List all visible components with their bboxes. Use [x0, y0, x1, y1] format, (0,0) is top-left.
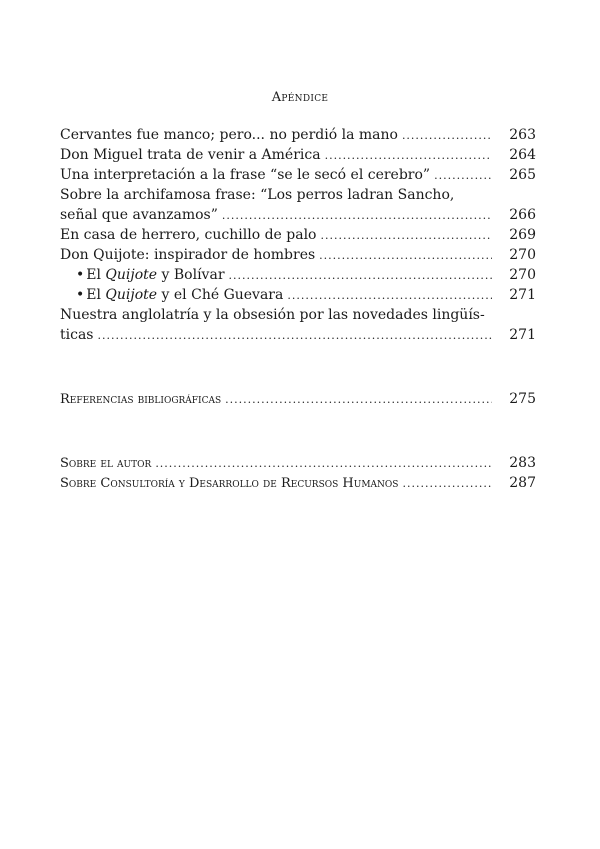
toc-entry-label-line1: Nuestra anglolatría y la obsesión por las novedades lingüís- [60, 307, 485, 323]
toc-entry-label: Sobre Consultoría y Desarrollo de Recursos Humanos [60, 476, 399, 491]
leader-dots [229, 266, 492, 286]
toc-page-number: 275 [509, 391, 536, 407]
spacer [60, 345, 536, 369]
toc-entry-label: Don Miguel trata de venir a América [60, 147, 321, 163]
toc-page-number: 271 [509, 287, 536, 303]
toc-entry-about-consultancy [60, 473, 536, 493]
toc-entry-label: Don Quijote: inspirador de hombres [60, 247, 316, 263]
toc-entry [60, 165, 536, 185]
toc-entry-label: Una interpretación a la frase “se le secó el cerebro” [60, 167, 431, 183]
label-italic-title: Quijote [105, 267, 158, 283]
toc-entry-references [60, 389, 536, 409]
toc-entry-label-line2: ticas [60, 327, 94, 343]
toc-page-number: 287 [509, 475, 536, 491]
leader-dots [225, 390, 492, 410]
bullet-icon: • [76, 287, 85, 303]
toc-entry [60, 205, 536, 225]
toc-page-number: 266 [509, 207, 536, 223]
label-suffix: y Bolívar [157, 267, 225, 283]
toc-page-number: 271 [509, 327, 536, 343]
label-prefix: El [86, 267, 106, 283]
toc-subentry [60, 285, 536, 305]
spacer [60, 369, 536, 389]
toc-entry-about-author [60, 453, 536, 473]
toc-entry-label-line2: señal que avanzamos” [60, 207, 218, 223]
spacer [60, 433, 536, 453]
toc-subentry [60, 265, 536, 285]
bullet-icon: • [76, 267, 85, 283]
toc-page-number: 270 [509, 247, 536, 263]
toc-entry [60, 245, 536, 265]
leader-dots [287, 286, 492, 306]
toc-entry [60, 225, 536, 245]
leader-dots [155, 454, 492, 474]
spacer [60, 409, 536, 433]
label-italic-title: Quijote [105, 287, 158, 303]
toc-page-number: 263 [509, 127, 536, 143]
leader-dots [320, 226, 492, 246]
section-title: Apéndice [271, 90, 329, 105]
toc-entry-label-line1: Sobre la archifamosa frase: “Los perros ladran Sancho, [60, 187, 455, 203]
toc-subentry-label [76, 265, 225, 285]
toc-entry-label: En casa de herrero, cuchillo de palo [60, 227, 317, 243]
leader-dots [402, 474, 492, 494]
toc-page-number: 269 [509, 227, 536, 243]
toc-page-number: 270 [509, 267, 536, 283]
leader-dots [434, 166, 492, 186]
table-of-contents [60, 125, 536, 493]
toc-page-number: 264 [509, 147, 536, 163]
leader-dots [222, 206, 492, 226]
toc-entry [60, 145, 536, 165]
toc-entry [60, 125, 536, 145]
label-suffix: y el Ché Guevara [157, 287, 284, 303]
leader-dots [325, 146, 492, 166]
leader-dots [97, 326, 492, 346]
toc-subentry-label [76, 285, 283, 305]
leader-dots [319, 246, 492, 266]
label-prefix: El [86, 287, 106, 303]
toc-page-number: 283 [509, 455, 536, 471]
toc-page-number: 265 [509, 167, 536, 183]
toc-entry [60, 325, 536, 345]
toc-entry-label: Sobre el autor [60, 456, 152, 471]
leader-dots [402, 126, 492, 146]
toc-entry-label: Cervantes fue manco; pero... no perdió la mano [60, 127, 398, 143]
toc-entry-label: Referencias bibliográficas [60, 392, 222, 407]
